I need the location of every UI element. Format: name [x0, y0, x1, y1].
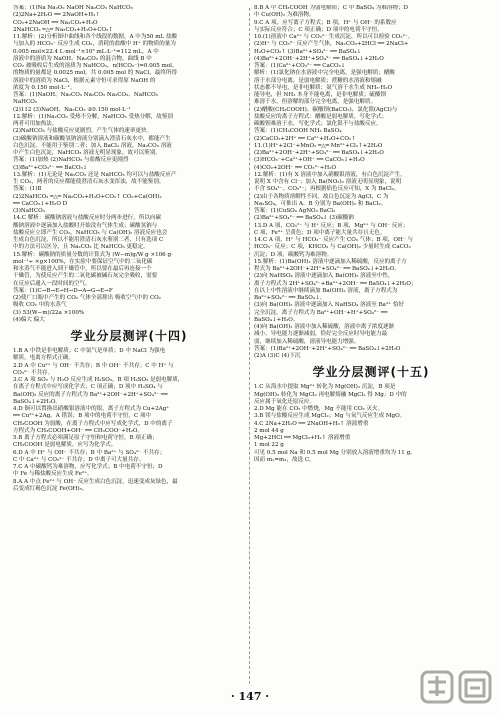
- answer-line: 与实际反应符合；C 项正确；D 项中的电荷不守恒。: [254, 26, 383, 33]
- page-number: · 147 ·: [230, 690, 270, 703]
- answer-line: 14.C 解析：碳酸钠溶液与盐酸反应时分两步进行，所以向碳: [13, 215, 161, 222]
- answer-line: 完全沉淀，离子方程式为 Ba²⁺+OH⁻+H⁺+SO₄²⁻ ══: [254, 309, 388, 316]
- answer-line: (2)2Na+2H₂O ══ 2NaOH+H₂↑: [13, 12, 100, 19]
- answer-line: (2)使广口瓶中产生的 CO₂ 气体全部排出 吸收空气中的 CO₂: [13, 295, 161, 301]
- answer-line: Na₂SO₄，可推出 A、B 分别为 Ba(OH)₂ 和 BaCl₂。: [254, 200, 387, 207]
- answer-line: (4)偏大 偏大: [13, 316, 45, 323]
- answer-line: 15.解析：碳酸钠的质量分数的计算式为 (W−m)g/W g ×106 g·: [13, 251, 173, 258]
- answer-line: 沉淀；D 项，碳酸钙为难溶物。: [254, 251, 333, 258]
- answer-line: 盐酸反应立即产生 CO₂，NaHCO₃ 与 Ca(OH)₂ 溶液反应也会: [13, 229, 168, 236]
- answer-line: 15.解析：(1)Ba(OH)₂ 溶液中逐滴加入稀硫酸，反应的离子方: [254, 258, 407, 265]
- answer-line: (2)Ba²⁺+SO₄²⁻ ══ BaSO₄↓ (3)碳酸钠: [254, 215, 354, 222]
- answer-line: 1.C 从海水中提取 Mg²⁺ 转化为 Mg(OH)₂ 沉淀，B 项是: [254, 384, 396, 391]
- answer-line: 2.D A 中 Cu²⁺ 与 OH⁻ 不共存；B 中 OH⁻ 不共存；C 中 H⁺ 与: [13, 362, 174, 369]
- answer-line: (2)A (3)C (4)下沉: [254, 353, 301, 359]
- answer-line: 白色沉淀，不能用于鉴别二者；加入 BaCl₂ 溶液，Na₂CO₃ 溶液: [13, 142, 172, 149]
- answer-line: 方程式为 CH₃COOH+OH⁻ ══ CH₃COO⁻+H₂O。: [13, 427, 143, 434]
- answer-line: (4)CO₂+2OH⁻ ══ CO₃²⁻+H₂O: [254, 164, 336, 171]
- answer-line: 说明 X 中含有 Cl⁻；加入 Ba(NO₃)₂ 溶液无明显现象，说明: [254, 179, 402, 185]
- answer-line: 5.B 离子方程式必须满足原子守恒和电荷守恒，B 项正确；: [13, 435, 158, 441]
- answer-line: 答案：(1)CH₃COOH NH₃ BaSO₄: [254, 128, 342, 135]
- answer-line: 弱，继续加入稀硫酸，溶液导电能力增强。: [254, 338, 360, 345]
- answer-line: (2)Ba²⁺+2OH⁻+2H⁺+SO₄²⁻ ══ BaSO₄↓+2H₂O: [254, 150, 384, 156]
- answer-line: 6.D A 中 H⁺ 与 OH⁻ 不共存；B 中 Ba²⁺ 与 SO₄²⁻ 不共存；: [13, 449, 166, 456]
- answer-line: 中 Cu(OH)₂ 为难溶物。: [254, 12, 315, 19]
- answer-line: 溶液中的溶质为 NaOH、Na₂CO₃ 的混合物，曲线 B 中: [13, 55, 152, 62]
- answer-line: (2)由于各物质溶解性不同，故白色沉淀为 AgCl，C 为: [254, 193, 389, 200]
- answer-line: 解质，电离方程式正确。: [13, 355, 75, 362]
- answer-line: (3)NaHCO₃: [13, 208, 45, 214]
- answer-line: Ba²⁺+SO₄²⁻ ══ BaSO₄↓。: [254, 295, 326, 301]
- answer-line: (3)碳酸钠溶液和碳酸氢钠溶液分别滴入澄清石灰水中，都能产生: [13, 135, 171, 142]
- answer-line: 因而 m₁=m₂，故选 C。: [254, 456, 315, 463]
- answer-line: 7.C A 中碳酸钙为难溶物，应写化学式；B 中电荷不守恒；D: [13, 464, 163, 470]
- answer-line: 3.C A 项 SO₂ 与 H₂O 反应生成 H₂SO₃，B 项 H₂SO₃ 是弱电解质，: [13, 377, 184, 383]
- left-column: [13, 5, 245, 687]
- answer-line: 9.C A 项，应写离子方程式；B 项，H⁺ 与 OH⁻ 的系数应: [254, 19, 397, 26]
- answer-line: 碳酸钡难溶于水，写化学式；氯化银不与盐酸反应。: [254, 121, 382, 127]
- answer-line: CO₂+2NaOH ══ Na₂CO₃+H₂O: [13, 19, 98, 26]
- answer-line: 在离子方程式中应写成化学式；C 项正确；D 项中 H₂SO₄ 与: [13, 384, 163, 391]
- answer-line: 干燥管，为使反应产生的二氧化碳被碱石灰完全吸收，需要: [13, 273, 158, 280]
- answer-line: 溶于水部分电离，是弱电解质；蔗糖的水溶液和熔融: [254, 77, 382, 84]
- answer-line: 答案：(1)Ba²⁺+2OH⁻+2H⁺+SO₄²⁻ ══ BaSO₄↓+2H₂O: [254, 345, 401, 352]
- column-divider: [249, 8, 250, 684]
- answer-line: mol⁻¹÷ ×g×100%，在实验中要保证空气中的二氧化碳: [13, 258, 153, 265]
- answer-line: 13.D A 项，CO₃²⁻ 与 H⁺ 反应；B 项，Mg²⁺ 与 OH⁻ 反应；: [254, 222, 409, 229]
- answer-line: C 中 Ca²⁺ 与 CO₃²⁻ 不共存；D 中离子可大量共存。: [13, 456, 145, 463]
- answer-line: 答案：(1)CuSO₄ AgNO₃ BaCl₂: [254, 208, 336, 214]
- answer-line: 答案：(1)Na Na₂O₂ NaOH Na₂CO₃ NaHCO₃: [13, 5, 133, 11]
- answer-line: 在以上中性溶液中继续滴加 Ba(OH)₂ 溶液，离子方程式为: [254, 287, 398, 294]
- answer-line: 14.C A 项，H⁺ 与 HCO₃⁻ 反应产生 CO₂ 气体；B 项，OH⁻ 与: [254, 237, 413, 243]
- answer-line: 中产生白色沉淀，NaHCO₃ 溶液无明显现象，故可以鉴别。: [13, 150, 161, 156]
- answer-line: 减小，导电能力逐渐减弱，恰好完全反应时导电能力最: [254, 331, 388, 338]
- answer-line: CH₃COOH 是弱电解质，应写为化学式。: [13, 442, 117, 449]
- answer-line: CH₃COOH 为弱酸，在离子方程式中应写成化学式，D 中的离子: [13, 420, 173, 427]
- answer-line: 答案：(1)加热 (2)NaHCO₃ 与盐酸反应更剧烈: [13, 157, 129, 164]
- answer-line: 酸钠溶液中逐滴加入盐酸时开始没有气体生成；碳酸氢钠与: [13, 222, 158, 229]
- answer-line: (4)向 Ba(OH)₂ 溶液中加入稀硫酸，溶液中离子浓度逐渐: [254, 324, 395, 330]
- answer-line: 与加入的 HCO₃⁻ 反应生成 CO₂，消耗的盐酸中 H⁺ 的物质的量为: [13, 41, 176, 48]
- answer-line: HCO₃⁻ 反应；C 项，KHCO₃ 与 Ca(OH)₂ 少量时生成 CaCO₃: [254, 244, 411, 251]
- answer-line: 两者可用加热法。: [13, 121, 58, 127]
- answer-line: 吸收 CO₂ 中的水蒸气: [13, 302, 67, 309]
- answer-line: 中 Fe 与稀盐酸反应生成 Fe²⁺。: [13, 471, 93, 478]
- section-title: 学业分层测评(十五): [312, 365, 430, 380]
- answer-line: 生成白色沉淀，所以不能用澄清石灰水鉴别二者，只有选项 C: [13, 237, 164, 243]
- answer-line: 能导电，但 NH₃ 本身不能电离，是非电解质；硫酸钡: [254, 92, 386, 98]
- answer-line: (3)向 Ba(OH)₂ 溶液中逐滴加入 NaHSO₄ 溶液至 Ba²⁺ 恰好: [254, 302, 404, 309]
- answer-line: (2)醋酸(CH₃COOH)、碳酸钡(BaCO₃)、氯化银(AgCl)与: [254, 106, 398, 113]
- answer-line: 答案：(1)NaOH、Na₂CO₃ Na₂CO₃ Na₂CO₃、NaHCO₃: [13, 92, 158, 98]
- answer-line: 11.(1)H⁺+2Cl⁻+MnO₂ ═△═ Mn²⁺+Cl₂↑+2H₂O: [254, 142, 383, 149]
- answer-line: Mg(OH)₂ 转化为 MgCl₂ 再电解熔融 MgCl₂ 得 Mg；D 中的: [254, 391, 407, 398]
- answer-line: 后变成红褐色沉淀 Fe(OH)₃。: [13, 485, 88, 492]
- answer-line: 在反应后通入一段时间的空气。: [13, 280, 91, 287]
- answer-line: 中的方法可以区分，且 Na₂CO₃ 比 NaHCO₃ 更稳定。: [13, 244, 149, 251]
- answer-line: Mg+2HCl ══ MgCl₂+H₂↑ 溶液增重: [254, 435, 351, 441]
- answer-line: (3) 53(W−m)/22a ×100%: [13, 309, 85, 316]
- section-title: 学业分层测评(十四): [70, 329, 188, 343]
- answer-line: 10.(1)溶液中 Ca²⁺ 与 CO₃²⁻ 生成沉淀，所以可以检验 CO₃²⁻。: [254, 34, 414, 40]
- answer-line: NaHCO₃: [13, 99, 38, 106]
- answer-line: CO₂ 被吸收后生成的溶质为 NaHCO₃，n(HCO₃⁻)=0.005 mol。: [13, 63, 178, 69]
- answer-line: (2)NaHCO₃ 与盐酸反应更剧烈，产生气体的速率更快。: [13, 128, 153, 135]
- answer-line: (3)HCO₃⁻+Ca²⁺+OH⁻ ══ CaCO₃↓+H₂O: [254, 157, 365, 164]
- right-column: [254, 5, 488, 687]
- answer-line: 2NaHCO₃ ═△═ Na₂CO₃+H₂O+CO₂↑: [13, 26, 113, 33]
- answer-line: H₂O+CO₂↑ (3)Ba²⁺+SO₄²⁻ ══ BaSO₄↓: [254, 48, 362, 55]
- answer-line: 答案：(1)Ⅱ: [13, 186, 42, 193]
- answer-line: 12.解析：(1)Na₂CO₃ 受热不分解，NaHCO₃ 受热分解，故鉴别: [13, 113, 173, 120]
- answer-line: (4)Ba²⁺+2OH⁻+2H⁺+SO₄²⁻ ══ BaSO₄↓+2H₂O: [254, 55, 384, 62]
- answer-line: 4.C 2Na+2H₂O ══ 2NaOH+H₂↑ 溶液增重: [254, 420, 369, 427]
- answer-line: 1 mol 22 g: [254, 442, 284, 449]
- answer-line: 的物质的量都是 0.0025 mol，共 0.005 mol 的 NaCl，最终所得: [13, 70, 177, 77]
- answer-line: 可见 0.5 mol Na 和 0.5 mol Mg 分别放入溶液增重均为 11 g，: [254, 449, 416, 456]
- answer-line: (2)2NaHCO₃ ═△═ Na₂CO₃+H₂O+CO₂↑ CO₂+Ca(OH)₂: [13, 193, 162, 200]
- answer-line: ══ CaCO₃↓+H₂O D: [13, 200, 68, 207]
- answer-line: 0.005 mol×22.4 L·mol⁻¹×10³ mL·L⁻¹=112 mL。A 中: [13, 48, 159, 55]
- answer-line: 8.B A 中 CH₃COOH 为弱电解质；C 中 BaSO₄ 为难溶物；D: [254, 5, 408, 11]
- answer-line: 13.解析：(1)无论是 Na₂CO₃ 还是 NaHCO₃ 均可以与盐酸反应产: [13, 171, 177, 178]
- answer-line: 离子方程式为 2H⁺+SO₄²⁻+Ba²⁺+2OH⁻ ══ BaSO₄↓+2H₂O；: [254, 280, 417, 287]
- answer-line: 12.解析：(1)有 X 溶液中加入硝酸银溶液，有白色沉淀产生，: [254, 171, 406, 178]
- answer-line: 答案：(1)C→B→E→H→D→A→G→E→F: [13, 287, 113, 294]
- answer-line: 2 mol 44 g: [254, 427, 284, 434]
- answer-line: 3.B 镁与盐酸反应生成 MgCl₂；Mg 与氧气反应生成 MgO。: [254, 413, 406, 420]
- answer-line: 生 CO₂，两者的反应都能使澄清石灰水变浑浊，故不能鉴别。: [13, 179, 165, 185]
- answer-line: (3)Ba²⁺+CO₃²⁻ ══ BaCO₃↓: [13, 164, 88, 171]
- answer-line: 2.D Mg 能在 CO₂ 中燃烧，Mg 不能用 CO₂ 灭火。: [254, 406, 384, 412]
- answer-line: (2)CaCO₃+2H⁺ ══ Ca²⁺+H₂O+CO₂↑: [254, 135, 356, 142]
- answer-line: BaSO₄↓+2H₂O。: [13, 398, 61, 405]
- answer-line: (2)向 NaHSO₄ 溶液中逐滴加入 Ba(OH)₂ 溶液至中性，: [254, 273, 394, 280]
- watermark-logo-icon: [420, 668, 496, 712]
- answer-line: 8.A A 中点 Fe²⁺ 与 OH⁻ 反应生成白色沉淀，迅速变成灰绿色，最: [13, 478, 178, 485]
- answer-line: 程式为 Ba²⁺+2OH⁻+2H⁺+SO₄²⁻ ══ BaSO₄↓+2H₂O。: [254, 266, 400, 272]
- answer-line: 难溶于水，但溶解的部分完全电离，是强电解质。: [254, 99, 377, 106]
- answer-line: (2)H⁺ 与 CO₃²⁻ 反应产生气体，Na₂CO₃+2HCl ══ 2NaCl+: [254, 41, 409, 48]
- answer-line: 状态都不导电，是非电解质；氨气溶于水生成 NH₃·H₂O: [254, 84, 392, 91]
- answer-line: (2)112 (3)NaOH、Na₂CO₃ ②0.150 mol·L⁻¹: [13, 106, 131, 113]
- answer-line: 盐酸反应的离子方程式：醋酸是弱电解质，写化学式；: [254, 113, 388, 120]
- answer-line: 1.B A 中铁是非电解质；C 中氯气是单质；D 中 NaCl 为强电: [13, 348, 166, 354]
- answer-line: CO₃²⁻ 不共存。: [13, 369, 54, 376]
- answer-line: 11.解析：(2)分析图中曲线和各个线段的数据，A 中为50 mL 盐酸: [13, 34, 178, 40]
- answer-line: 不含 SO₄²⁻、CO₃²⁻；再根据焰色反应可知，X 为 BaCl₂。: [254, 186, 400, 193]
- answer-line: 浓度为 0.150 mol·L⁻¹。: [13, 84, 76, 91]
- answer-line: 和水蒸气不能进入到干燥管中，所以要在最后再连接一个: [13, 266, 152, 272]
- answer-line: BaSO₄↓+H₂O。: [254, 316, 299, 323]
- answer-line: 答案：(1)Ca²⁺+CO₃²⁻ ══ CaCO₃↓: [254, 63, 346, 69]
- answer-line: 解析：(1)氯化钠在水溶液中完全电离，是强电解质；醋酸: [254, 70, 395, 77]
- answer-line: Ba(OH)₂ 反应的离子方程式为 Ba²⁺+2OH⁻+2H⁺+SO₄²⁻ ══: [13, 391, 168, 398]
- answer-line: 反应属于氧化还原反应。: [254, 398, 316, 405]
- answer-line: C 项，Fe³⁺ 呈黄色；D 项中离子能大量共存且无色。: [254, 229, 386, 236]
- answer-line: 溶液中的溶质为 NaCl，根据元素守恒可求得原 NaOH 的: [13, 77, 156, 84]
- answer-line: 4.D 铜可以置换出硝酸银溶液中的银，离子方程式为 Cu+2Ag⁺: [13, 406, 170, 412]
- answer-line: ══ Cu²⁺+2Ag，A 错误；B 项中的电荷不守恒，C 项中: [13, 413, 151, 420]
